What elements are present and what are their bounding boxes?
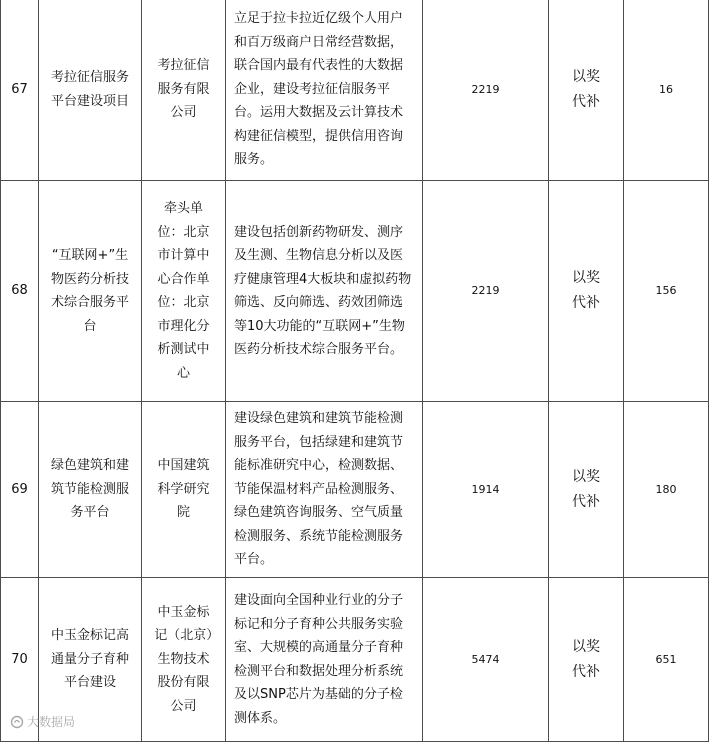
support-mode: 以奖代补 <box>549 0 624 181</box>
total-investment: 1914 <box>423 402 549 578</box>
row-number: 68 <box>1 181 39 402</box>
undertaking-org: 中玉金标记（北京）生物技术股份有限公司 <box>142 578 226 742</box>
project-name: 中玉金标记高通量分子育种平台建设 <box>39 578 142 742</box>
table-row <box>1 402 709 578</box>
row-number: 69 <box>1 402 39 578</box>
project-description: 建设面向全国种业行业的分子标记和分子育种公共服务实验室、大规模的高通量分子育种检测平台和数据处理分析系统及以SNP芯片为基础的分子检测体系。 <box>226 578 423 742</box>
table-row <box>1 578 709 742</box>
watermark-logo-icon <box>10 715 24 729</box>
project-description: 建设绿色建筑和建筑节能检测服务平台，包括绿建和建筑节能标准研究中心，检测数据、节能保温材料产品检测服务、绿色建筑咨询服务、空气质量检测服务、系统节能检测服务平台。 <box>226 402 423 578</box>
row-number: 70 <box>1 578 39 742</box>
table-row <box>1 181 709 402</box>
watermark-text: 大数据局 <box>27 715 76 729</box>
undertaking-org: 考拉征信服务有限公司 <box>142 0 226 181</box>
project-name: “互联网+”生物医药分析技术综合服务平台 <box>39 181 142 402</box>
total-investment: 2219 <box>423 0 549 181</box>
support-mode: 以奖代补 <box>549 181 624 402</box>
project-name: 绿色建筑和建筑节能检测服务平台 <box>39 402 142 578</box>
undertaking-org: 中国建筑科学研究院 <box>142 402 226 578</box>
total-investment: 5474 <box>423 578 549 742</box>
support-amount: 156 <box>624 181 709 402</box>
undertaking-org: 牵头单位：北京市计算中心合作单位：北京市理化分析测试中心 <box>142 181 226 402</box>
table-row <box>1 0 709 181</box>
project-description: 建设包括创新药物研发、测序及生测、生物信息分析以及医疗健康管理4大板块和虚拟药物筛选、反向筛选、药效团筛选等10大功能的“互联网+”生物医药分析技术综合服务平台。 <box>226 181 423 402</box>
support-mode: 以奖代补 <box>549 402 624 578</box>
project-description: 立足于拉卡拉近亿级个人用户和百万级商户日常经营数据，联合国内最有代表性的大数据企业，建设考拉征信服务平台。运用大数据及云计算技术构建征信模型，提供信用咨询服务。 <box>226 0 423 181</box>
support-mode: 以奖代补 <box>549 578 624 742</box>
row-number: 67 <box>1 0 39 181</box>
project-name: 考拉征信服务平台建设项目 <box>39 0 142 181</box>
support-amount: 180 <box>624 402 709 578</box>
watermark <box>10 713 75 730</box>
support-amount: 651 <box>624 578 709 742</box>
total-investment: 2219 <box>423 181 549 402</box>
support-amount: 16 <box>624 0 709 181</box>
